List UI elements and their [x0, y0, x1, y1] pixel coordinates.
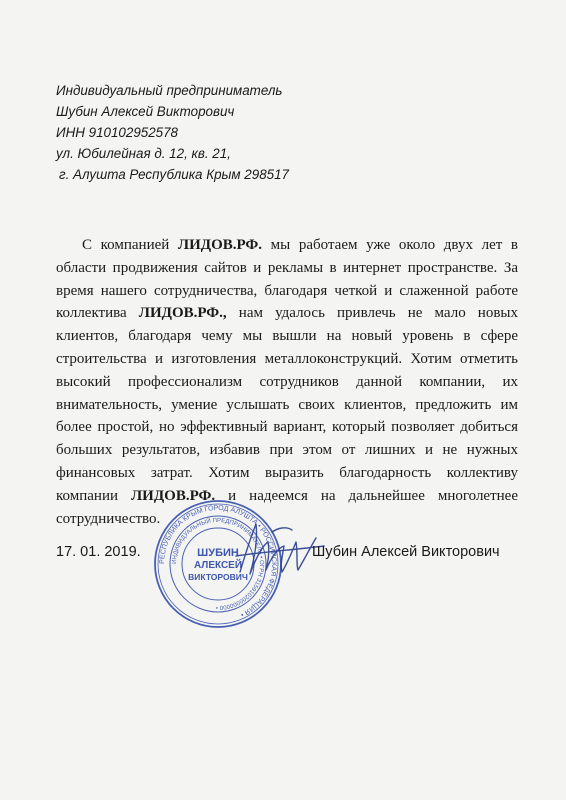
company-name: ЛИДОВ.РФ. [131, 487, 216, 504]
letter-paragraph [56, 234, 518, 530]
sender-details [56, 80, 289, 185]
sender-name: Шубин Алексей Викторович [56, 104, 235, 119]
letter-text-3: нам удалось привлечь не мало новых клиентов, благодаря чему мы вышли на новый уровень в сфере строительства и изготовления металлоконструкций. Хотим отметить высокий профессионализм сотрудников данной компании, их внимательность, умение услышать своих клиентов, предложить им более простой, но эффективный вариант, который позволяет добиться больших результатов, избавив при этом от лишних и не нужных финансовых затрат. Хотим выразить благодарность коллективу компании [56, 305, 518, 504]
stamp-inner-ring-text: ИНДИВИДУАЛЬНЫЙ ПРЕДПРИНИМАТЕЛЬ • ОГРН 315910200000000 • [171, 517, 265, 611]
stamp-outer-ring-text: РЕСПУБЛИКА КРЫМ ГОРОД АЛУШТА • РОССИЙСКАЯ ФЕДЕРАЦИЯ • [158, 504, 278, 618]
stamp-center-line-2: АЛЕКСЕЙ [193, 560, 243, 571]
sender-inn: ИНН 910102952578 [56, 125, 179, 140]
signer-name: Шубин Алексей Викторович [312, 544, 500, 560]
sender-title: Индивидуальный предприниматель [56, 83, 283, 98]
company-name: ЛИДОВ.РФ. [177, 237, 263, 253]
letter-date: 17. 01. 2019. [56, 544, 141, 560]
letter-body [56, 234, 518, 530]
stamp-center-line-3: ВИКТОРОВИЧ [188, 572, 248, 582]
letter-text-1: С компанией [82, 237, 178, 253]
stamp-center-line-1: ШУБИН [197, 547, 239, 559]
sender-city: г. Алушта Республика Крым 298517 [59, 167, 289, 182]
letter-text-4: и надеемся на дальнейшее многолетнее сотрудничество. [56, 487, 518, 527]
sender-street: ул. Юбилейная д. 12, кв. 21, [56, 146, 231, 161]
letter-text-2: мы работаем уже около двух лет в области продвижения сайтов и рекламы в интернет пространстве. За время нашего сотрудничества, благодаря четкой и слаженной работе коллектива [56, 237, 518, 322]
company-name: ЛИДОВ.РФ., [138, 305, 227, 322]
